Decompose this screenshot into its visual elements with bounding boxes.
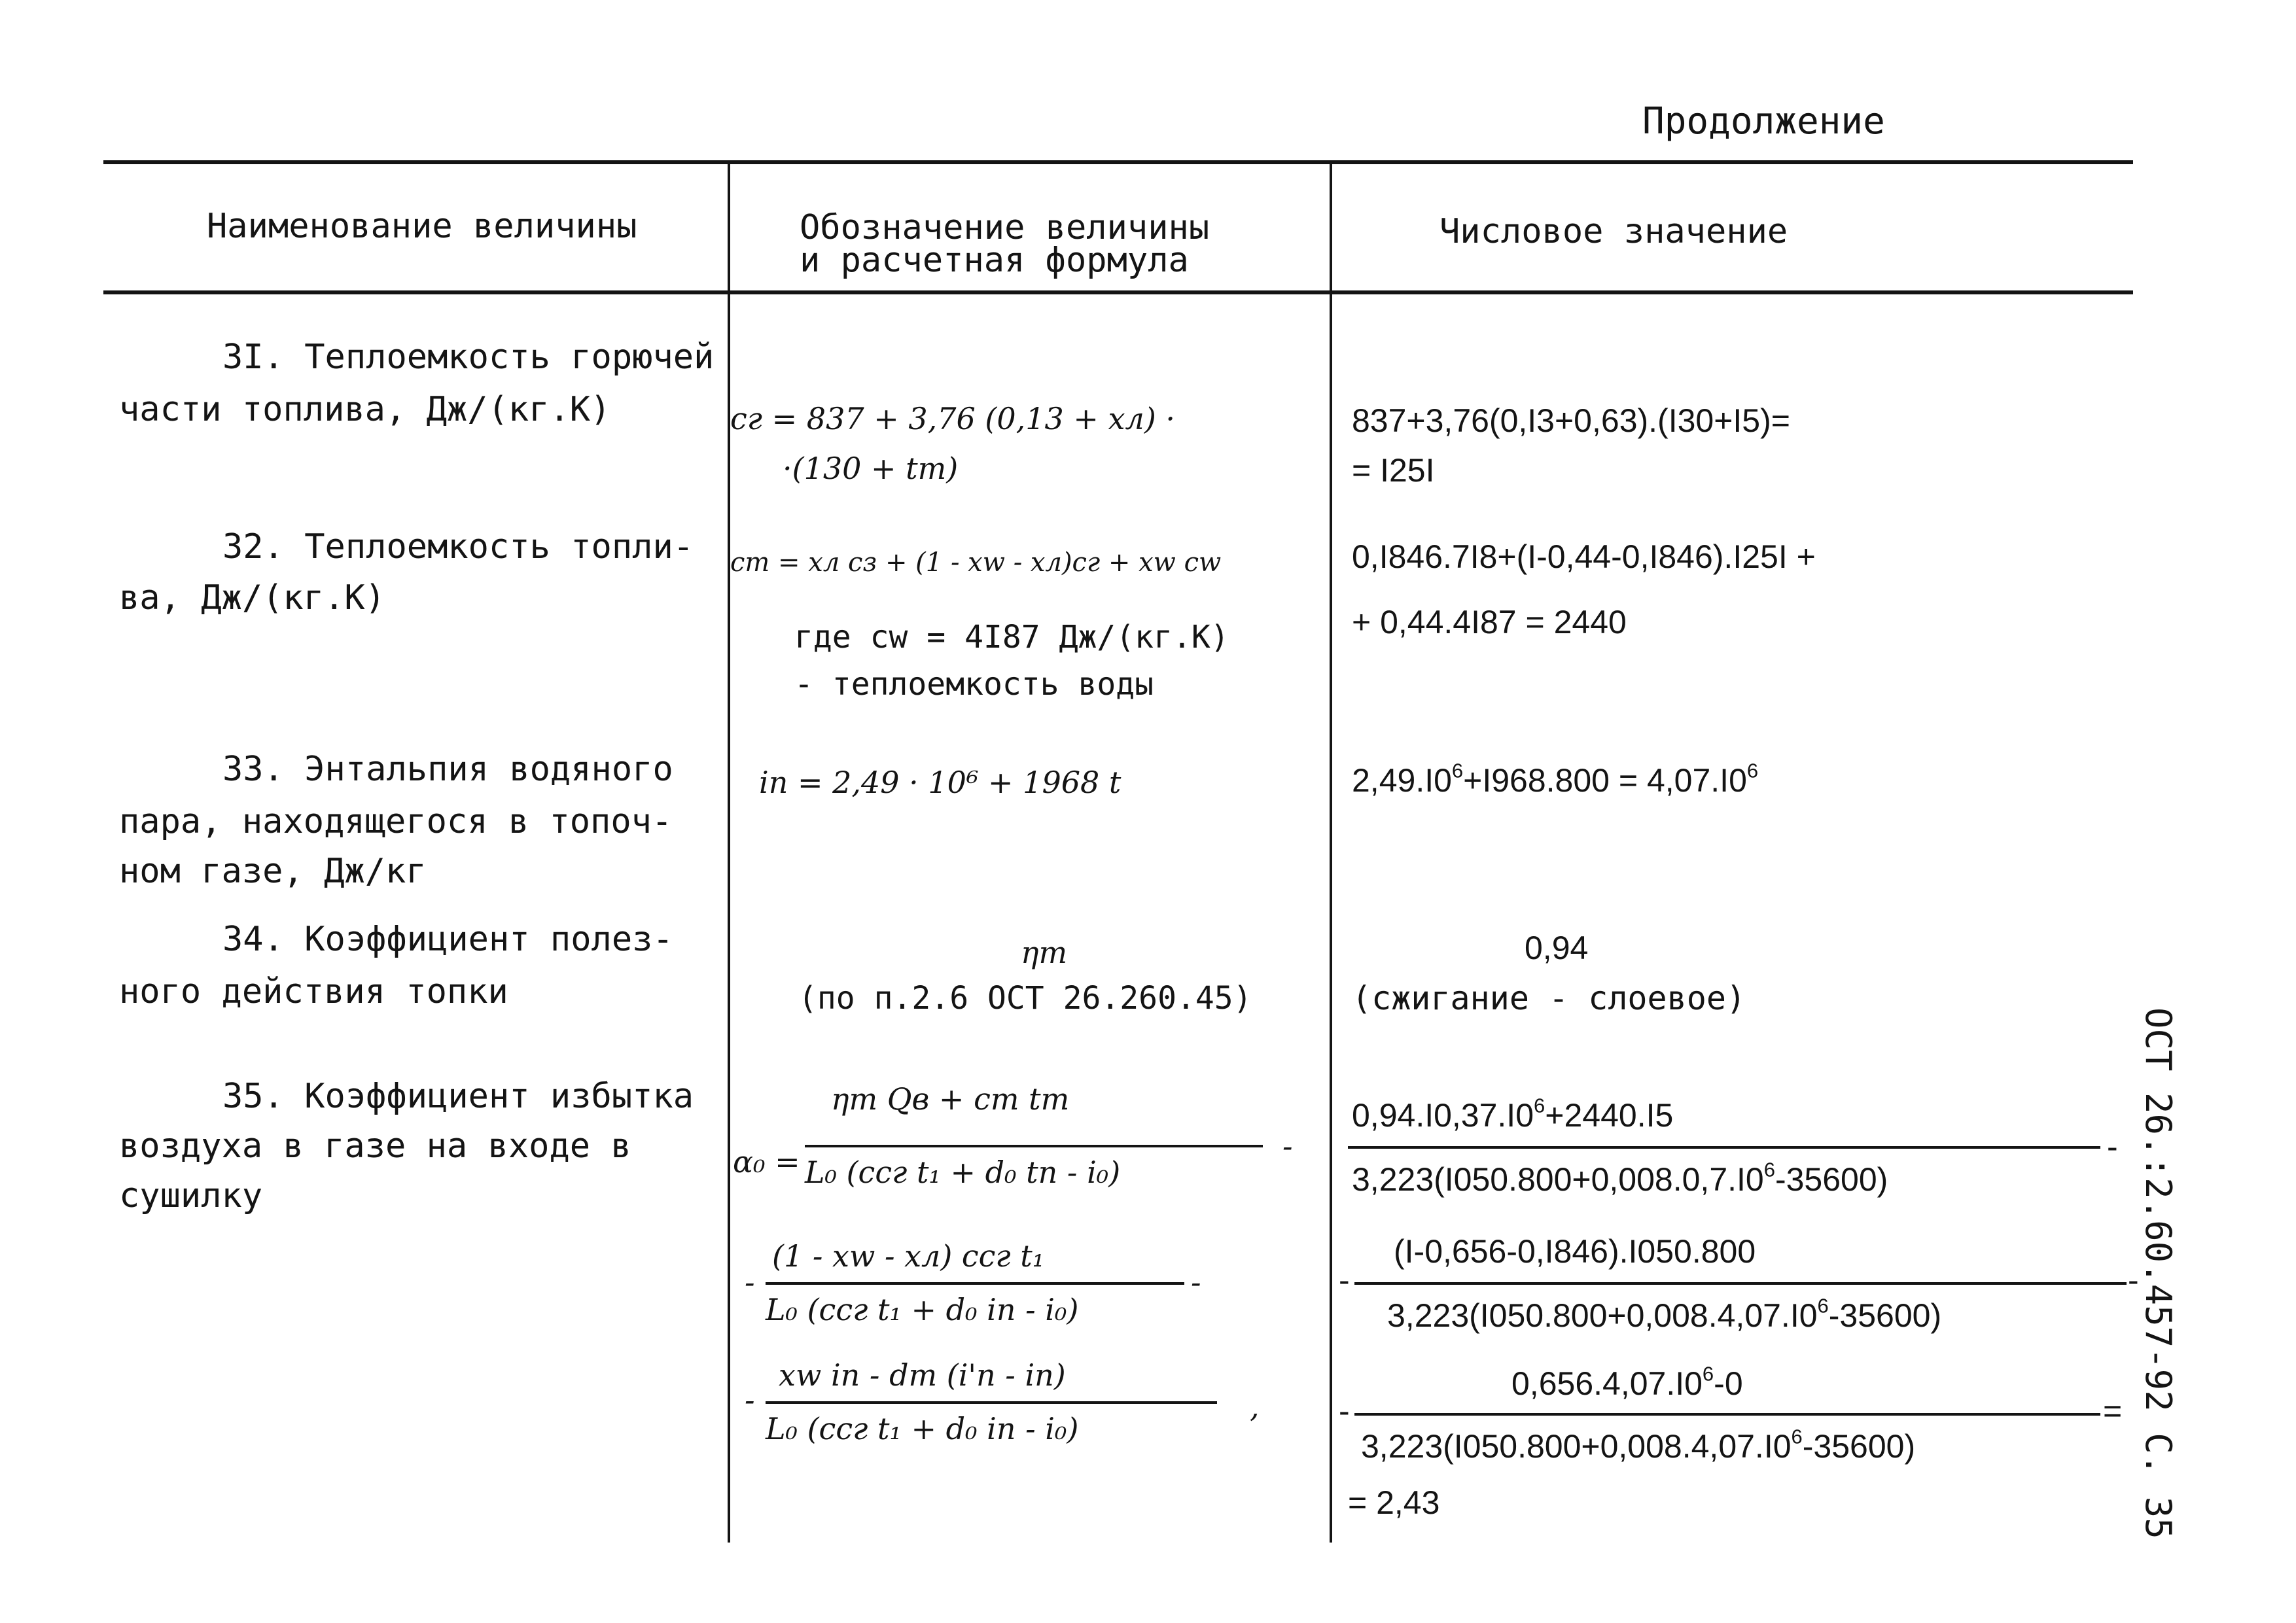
header-value: Числовое значение	[1439, 212, 1788, 251]
header-formula-line2: и расчетная формула	[800, 241, 1189, 280]
row31-value-line1: 837+3,76(0,I3+0,63).(I30+I5)=	[1352, 402, 1790, 439]
row31-formula-line2: ·(130 + tт)	[783, 451, 959, 486]
row31-name-line1: 3I. Теплоемкость горючей	[222, 338, 715, 377]
row35-value3-denominator: $3,223(I050.800+0,008.4,07.I0^6-35600)$	[1361, 1425, 1916, 1465]
row35-term3-comma: ,	[1250, 1389, 1260, 1424]
row35-value1-numerator: $0,94.I0,37.I0^6+2440.I5$	[1352, 1094, 1674, 1134]
row33-name-line3: ном газе, Дж/кг	[119, 852, 427, 891]
row35-value2-minus-trailing: -	[2128, 1262, 2139, 1299]
row35-term3-denominator: L₀ (cсг t₁ + d₀ iп - i₀)	[766, 1411, 1079, 1446]
row35-alpha-symbol: α₀ =	[733, 1144, 800, 1179]
row35-term2-fraction-bar	[766, 1282, 1184, 1285]
row35-value1-minus: -	[2107, 1128, 2118, 1165]
row35-value3-numerator: $0,656.4,07.I0^6-0$	[1511, 1362, 1743, 1402]
row34-formula-symbol: ηт	[1021, 935, 1068, 970]
row35-term1-numerator: ηт Qв + cт tт	[831, 1081, 1070, 1117]
column-divider-2	[1330, 162, 1332, 1543]
header-name: Наименование величины	[207, 207, 637, 246]
row35-value3-minus: -	[1339, 1393, 1350, 1429]
row35-value3-equals: =	[2103, 1393, 2123, 1429]
row35-term1-minus: -	[1282, 1128, 1293, 1164]
table-top-rule	[103, 160, 2133, 164]
row32-name-line2: ва, Дж/(кг.К)	[119, 578, 385, 618]
row33-formula: iп = 2,49 · 10⁶ + 1968 t	[759, 765, 1122, 800]
row34-value-line1: 0,94	[1525, 930, 1589, 966]
row35-value2-numerator: (I-0,656-0,I846).I050.800	[1394, 1233, 1756, 1270]
header-formula-line1: Обозначение величины	[800, 208, 1210, 247]
row35-value3-fraction-bar	[1354, 1413, 2100, 1416]
row35-term3-numerator: xw iп - dт (i'п - iп)	[779, 1357, 1066, 1393]
row34-formula-note: (по п.2.6 ОСТ 26.260.45)	[798, 980, 1252, 1017]
row35-term1-fraction-bar	[805, 1145, 1263, 1147]
row32-formula-line3: - теплоемкость воды	[794, 666, 1154, 703]
table-header-rule	[103, 290, 2133, 294]
row34-value-line2: (сжигание - слоевое)	[1352, 979, 1746, 1017]
row34-name-line2: ного действия топки	[119, 972, 508, 1011]
row32-value-line2: + 0,44.4I87 = 2440	[1352, 604, 1627, 640]
row35-term2-minus: -	[745, 1265, 755, 1300]
row35-value1-fraction-bar	[1348, 1146, 2100, 1149]
row35-term2-minus-trailing: -	[1191, 1265, 1201, 1300]
row32-formula-line2: где cw = 4I87 Дж/(кг.К)	[794, 619, 1229, 655]
row35-value2-minus: -	[1339, 1262, 1350, 1299]
row35-term3-minus: -	[745, 1382, 755, 1418]
row35-term2-numerator: (1 - xw - xл) cсг t₁	[772, 1238, 1045, 1274]
row35-value2-denominator: $3,223(I050.800+0,008.4,07.I0^6-35600)$	[1387, 1294, 1942, 1334]
row32-name-line1: 32. Теплоемкость топли-	[222, 527, 694, 567]
row35-value1-denominator: $3,223(I050.800+0,008.0,7.I0^6-35600)$	[1352, 1158, 1888, 1198]
row31-name-line2: части топлива, Дж/(кг.К)	[119, 390, 611, 429]
row35-name-line1: 35. Коэффициент избытка	[222, 1077, 694, 1116]
row33-value: $2,49.I0^6+I968.800 = 4,07.I0^6$	[1352, 759, 1759, 799]
row35-result: = 2,43	[1348, 1484, 1440, 1521]
row35-value2-fraction-bar	[1354, 1282, 2127, 1285]
continued-label: Продолжение	[1642, 100, 1885, 143]
row35-term3-fraction-bar	[766, 1401, 1217, 1404]
column-divider-1	[728, 162, 730, 1543]
row33-name-line1: 33. Энтальпия водяного	[222, 750, 673, 789]
row32-formula-line1: cт = xл cз + (1 - xw - xл)cг + xw cw	[730, 548, 1222, 578]
row35-term1-denominator: L₀ (cсг t₁ + d₀ tп - i₀)	[805, 1155, 1121, 1190]
row34-name-line1: 34. Коэффициент полез-	[222, 920, 673, 959]
row35-term2-denominator: L₀ (cсг t₁ + d₀ iп - i₀)	[766, 1292, 1079, 1327]
row35-name-line3: сушилку	[119, 1176, 263, 1215]
row31-formula-line1: cг = 837 + 3,76 (0,13 + xл) ·	[730, 401, 1176, 436]
row31-value-line2: = I25I	[1352, 452, 1435, 489]
row35-name-line2: воздуха в газе на входе в	[119, 1126, 631, 1166]
row32-value-line1: 0,I846.7I8+(I-0,44-0,I846).I25I +	[1352, 538, 1816, 575]
row33-name-line2: пара, находящегося в топоч-	[119, 802, 673, 841]
side-standard-label: ОСТ 26.:2.60.457-92 С. 35	[2138, 1007, 2179, 1539]
